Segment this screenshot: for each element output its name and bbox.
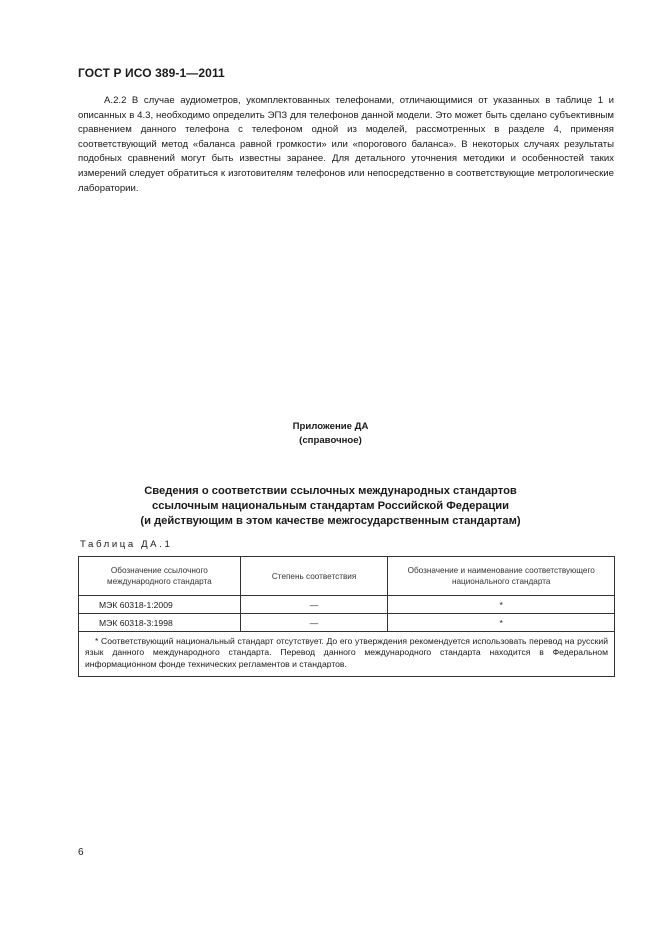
- cell-national-standard: *: [388, 614, 615, 632]
- table-row: [79, 596, 615, 614]
- cell-compliance: —: [240, 596, 388, 614]
- header-cell-compliance: [240, 557, 388, 596]
- table-row: [79, 614, 615, 632]
- paragraph-text: А.2.2 В случае аудиометров, укомплектованных телефонами, отличающимися от указанных в таблице 1 и описанных в 4.3, необходимо определить ЭПЗ для телефонов данной модели. Это может быть сделано субъективным сравнением данного телефона с телефоном одной из моделей, рассмотренных в разделе 4, применяя соответствующий метод «баланса равной громкости» или «порогового баланса». В некоторых случаях результаты подобных сравнений могут быть известны заранее. Для детального уточнения методики и особенностей таких измерений следует обратиться к изготовителям телефонов или непосредственно в соответствующие метрологические лаборатории.: [78, 95, 614, 194]
- body-paragraph: [78, 94, 614, 196]
- table-header-row: [79, 557, 615, 596]
- table-footnote-row: [79, 632, 615, 677]
- cell-compliance: —: [240, 614, 388, 632]
- table-footnote: [79, 632, 615, 677]
- document-header: ГОСТ Р ИСО 389-1—2011: [78, 66, 225, 80]
- footnote-text: * Соответствующий национальный стандарт отсутствует. До его утверждения рекомендуется использовать перевод на русский язык данного международного стандарта. Перевод данного международного стандарта находится в Федеральном информационном фонде технических регламентов и стандартов.: [85, 636, 608, 669]
- section-title-line-2: ссылочным национальным стандартам Российской Федерации: [151, 500, 510, 512]
- table-label: Таблица ДА.1: [80, 539, 173, 550]
- cell-national-standard: *: [388, 596, 615, 614]
- section-title-line-3: (и действующим в этом качестве межгосударственным стандартам): [140, 515, 521, 527]
- header-text-intl-standard: Обозначение ссылочного международного стандарта: [107, 566, 212, 586]
- header-cell-national-standard: [388, 557, 615, 596]
- annex-title: Приложение ДА: [292, 421, 369, 432]
- cell-intl-standard: МЭК 60318-3:1998: [79, 614, 241, 632]
- section-title: [0, 484, 661, 529]
- header-text-national-standard: Обозначение и наименование соответствующего национального стандарта: [407, 566, 595, 586]
- page-number: 6: [78, 847, 84, 858]
- annex-heading: [0, 420, 661, 448]
- header-cell-intl-standard: [79, 557, 241, 596]
- reference-table: [78, 556, 615, 677]
- section-title-line-1: Сведения о соответствии ссылочных международных стандартов: [144, 485, 517, 497]
- cell-intl-standard: МЭК 60318-1:2009: [79, 596, 241, 614]
- header-text-compliance: Степень соответствия: [271, 571, 357, 581]
- annex-subtitle: (справочное): [299, 435, 362, 446]
